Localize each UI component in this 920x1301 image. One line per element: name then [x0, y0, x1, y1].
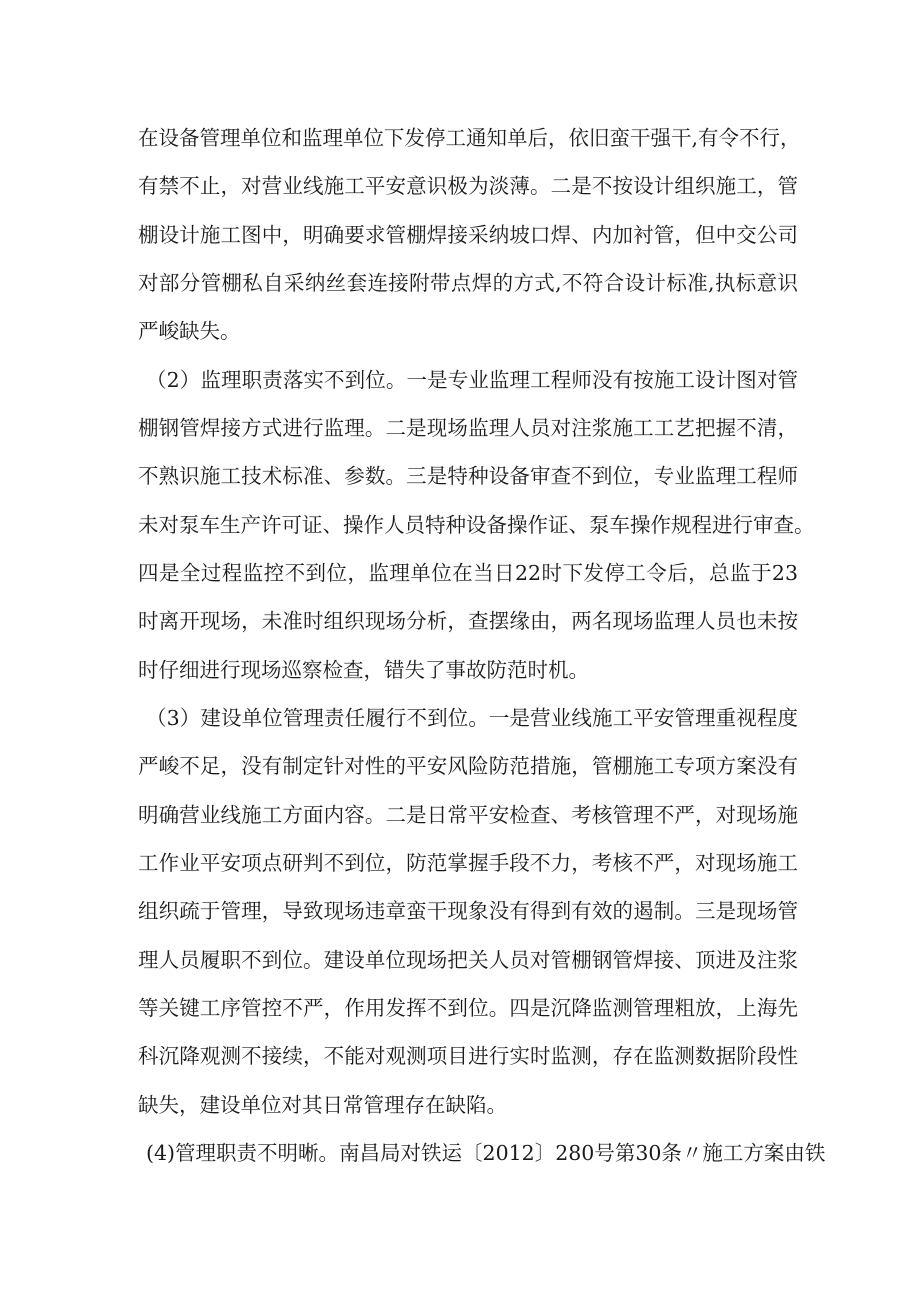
text-line: (4)管理职责不明晰。南昌局对铁运〔2012〕280号第30条〃施工方案由铁 [146, 1141, 826, 1165]
text-line: 棚钢管焊接方式进行监理。二是现场监理人员对注浆施工工艺把握不清， [138, 416, 798, 440]
text-line: 棚设计施工图中，明确要求管棚焊接采纳坡口焊、内加衬管，但中交公司 [138, 223, 798, 247]
text-line: 组织疏于管理，导致现场违章蛮干现象没有得到有效的遏制。三是现场管 [138, 899, 798, 923]
text-line: 不熟识施工技术标准、参数。三是特种设备审查不到位，专业监理工程师 [138, 464, 798, 488]
text-line: 等关键工序管控不严，作用发挥不到位。四是沉降监测管理粗放，上海先 [138, 996, 798, 1020]
text-line: 明确营业线施工方面内容。二是日常平安检查、考核管理不严，对现场施 [138, 803, 798, 827]
text-line: 严峻缺失。 [138, 319, 241, 343]
text-line: 理人员履职不到位。建设单位现场把关人员对管棚钢管焊接、顶进及注浆 [138, 948, 798, 972]
text-line: 时仔细进行现场巡察检查，错失了事故防范时机。 [138, 658, 589, 682]
text-line: 科沉降观测不接续，不能对观测项目进行实时监测，存在监测数据阶段性 [138, 1044, 798, 1068]
text-line: 对部分管棚私自采纳丝套连接附带点焊的方式,不符合设计标准,执标意识 [138, 271, 798, 295]
text-line: 时离开现场，未准时组织现场分析，查摆缘由，两名现场监理人员也未按 [138, 609, 798, 633]
text-line: （2）监理职责落实不到位。一是专业监理工程师没有按施工设计图对管 [146, 368, 798, 392]
text-line: （3）建设单位管理责任履行不到位。一是营业线施工平安管理重视程度 [146, 706, 798, 730]
text-line: 未对泵车生产许可证、操作人员特种设备操作证、泵车操作规程进行审查。 [138, 513, 815, 537]
text-line: 工作业平安项点研判不到位，防范掌握手段不力，考核不严，对现场施工 [138, 851, 798, 875]
text-line: 有禁不止，对营业线施工平安意识极为淡薄。二是不按设计组织施工，管 [138, 174, 798, 198]
text-line: 四是全过程监控不到位，监理单位在当日22时下发停工令后，总监于23 [138, 561, 798, 585]
text-line: 严峻不足，没有制定针对性的平安风险防范措施，管棚施工专项方案没有 [138, 754, 798, 778]
text-line: 缺失，建设单位对其日常管理存在缺陷。 [138, 1093, 507, 1117]
text-line: 在设备管理单位和监理单位下发停工通知单后，依旧蛮干强干,有令不行， [138, 126, 801, 150]
